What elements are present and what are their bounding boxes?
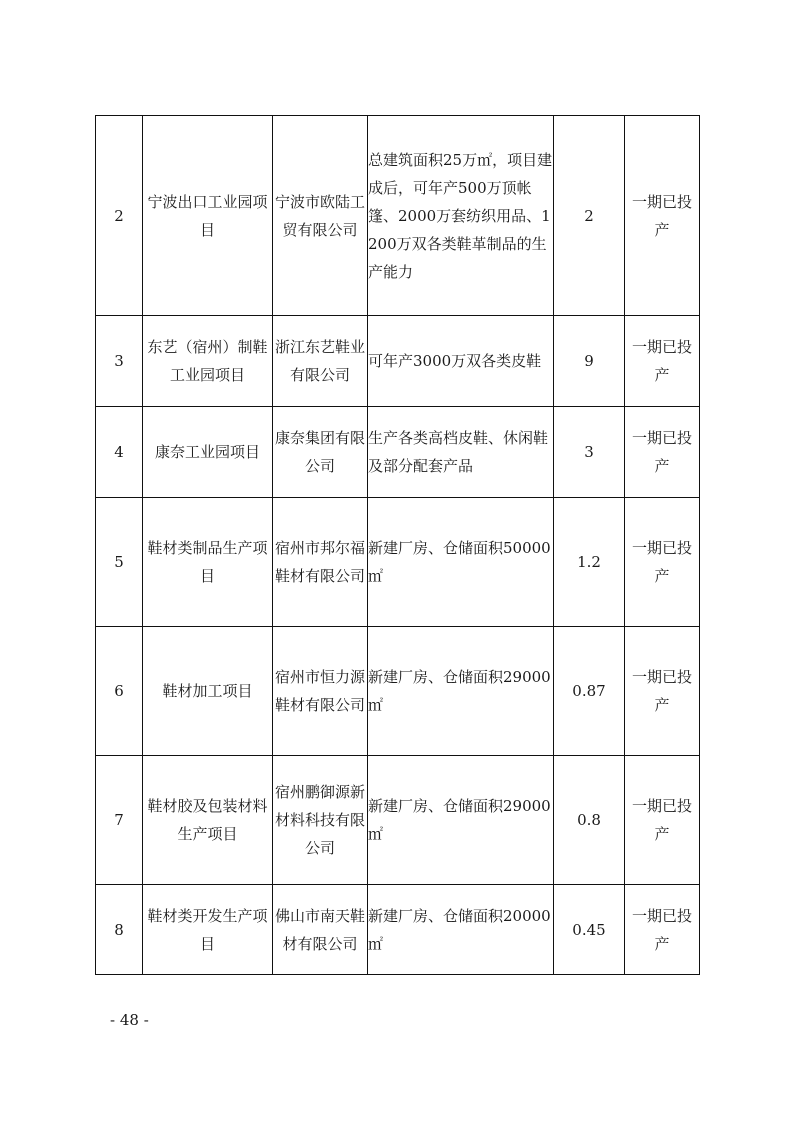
row-number: 7 (96, 756, 143, 885)
company-name: 宿州市邦尔福鞋材有限公司 (273, 498, 368, 627)
investment-amount: 9 (554, 316, 625, 407)
project-name: 东艺（宿州）制鞋工业园项目 (143, 316, 273, 407)
project-description: 新建厂房、仓储面积50000㎡ (368, 498, 554, 627)
project-status: 一期已投产 (625, 498, 700, 627)
project-description: 可年产3000万双各类皮鞋 (368, 316, 554, 407)
company-name: 佛山市南天鞋材有限公司 (273, 885, 368, 975)
project-status: 一期已投产 (625, 627, 700, 756)
project-description: 新建厂房、仓储面积29000㎡ (368, 756, 554, 885)
company-name: 康奈集团有限公司 (273, 407, 368, 498)
project-status: 一期已投产 (625, 116, 700, 316)
project-status: 一期已投产 (625, 885, 700, 975)
row-number: 5 (96, 498, 143, 627)
investment-amount: 2 (554, 116, 625, 316)
row-number: 2 (96, 116, 143, 316)
company-name: 浙江东艺鞋业有限公司 (273, 316, 368, 407)
table-row (96, 498, 700, 627)
company-name: 宿州市恒力源鞋材有限公司 (273, 627, 368, 756)
project-description: 新建厂房、仓储面积29000㎡ (368, 627, 554, 756)
company-name: 宁波市欧陆工贸有限公司 (273, 116, 368, 316)
investment-amount: 0.87 (554, 627, 625, 756)
project-table (95, 115, 700, 975)
project-name: 鞋材类开发生产项目 (143, 885, 273, 975)
project-description: 新建厂房、仓储面积20000㎡ (368, 885, 554, 975)
page-number: - 48 - (110, 1011, 149, 1029)
table-row (96, 885, 700, 975)
company-name: 宿州鹏御源新材料科技有限公司 (273, 756, 368, 885)
project-name: 宁波出口工业园项目 (143, 116, 273, 316)
row-number: 4 (96, 407, 143, 498)
project-description: 生产各类高档皮鞋、休闲鞋及部分配套产品 (368, 407, 554, 498)
project-name: 鞋材类制品生产项目 (143, 498, 273, 627)
project-status: 一期已投产 (625, 407, 700, 498)
row-number: 8 (96, 885, 143, 975)
table-row (96, 407, 700, 498)
project-name: 鞋材胶及包装材料生产项目 (143, 756, 273, 885)
table-row (96, 627, 700, 756)
investment-amount: 3 (554, 407, 625, 498)
table-row (96, 116, 700, 316)
investment-amount: 0.45 (554, 885, 625, 975)
project-status: 一期已投产 (625, 756, 700, 885)
project-description: 总建筑面积25万㎡，项目建成后，可年产500万顶帐篷、2000万套纺织用品、1200万双各类鞋革制品的生产能力 (368, 116, 554, 316)
project-name: 鞋材加工项目 (143, 627, 273, 756)
project-status: 一期已投产 (625, 316, 700, 407)
table-row (96, 756, 700, 885)
project-name: 康奈工业园项目 (143, 407, 273, 498)
row-number: 3 (96, 316, 143, 407)
row-number: 6 (96, 627, 143, 756)
investment-amount: 1.2 (554, 498, 625, 627)
table-row (96, 316, 700, 407)
investment-amount: 0.8 (554, 756, 625, 885)
